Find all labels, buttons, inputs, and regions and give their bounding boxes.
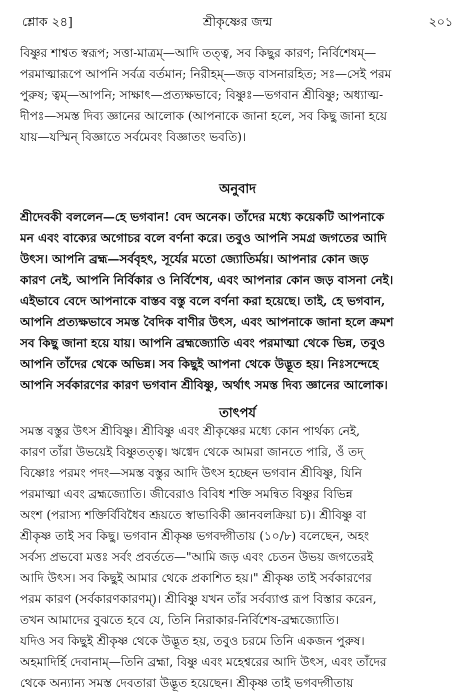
synonyms-line: পুরুষ; ত্বম্—আপনি; সাক্ষাৎ—প্রত্যক্ষভাবে; বিষ্ণুঃ—ভগবান শ্রীবিষ্ণু; অধ্যাত্ম-: [20, 88, 384, 102]
purport-line: কারণ তাঁরা উভয়েই বিষ্ণুতত্ত্ব। ঋগ্বেদ থেকে আমরা জানতে পারি, ওঁ তদ্: [20, 445, 364, 459]
purport-line: থেকে অন্যান্য সমস্ত দেবতারা উদ্ভূত হয়েছেন। শ্রীকৃষ্ণ তাই ভগবদ্গীতায়: [20, 676, 354, 690]
synonyms-line: যায়—যস্মিন্ বিজ্ঞাতে সর্বমেবং বিজ্ঞাতং ভবতি)।: [20, 130, 247, 144]
purport-line: আদি উৎস। সব কিছুই আমার থেকে প্রকাশিত হয়।" শ্রীকৃষ্ণ তাই সর্বকারণের: [20, 571, 372, 585]
purport-section: [20, 421, 457, 694]
translation-line: কারণ নেই, আপনি নির্বিকার ও নির্বিশেষ, এবং আপনার কোন জড় বাসনা নেই।: [20, 273, 394, 287]
translation-heading: অনুবাদ: [219, 182, 256, 197]
purport-line: তখন আমাদের বুঝতে হবে যে, তিনি নিরাকার-নির্বিশেষ-ব্রহ্মজ্যোতি।: [20, 613, 339, 627]
translation-line: আপনি তাঁদের থেকে অভিন্ন। সব কিছুই আপনা থেকে উদ্ভূত হয়। নিঃসন্দেহে: [20, 357, 379, 371]
purport-line: বিষ্ণোঃ পরমং পদং—সমস্ত বস্তুর আদি উৎস হচ্ছেন ভগবান শ্রীবিষ্ণু, যিনি: [20, 466, 362, 480]
translation-line: শ্রীদেবকী বললেন—হে ভগবান! বেদ অনেক। তাঁদের মধ্যে কয়েকটি আপনাকে: [20, 210, 385, 224]
purport-line: সমস্ত বস্তুর উৎস শ্রীবিষ্ণু। শ্রীবিষ্ণু এবং শ্রীকৃষ্ণের মধ্যে কোন পার্থক্য নেই,: [20, 424, 360, 438]
purport-line: অংশ (পরাস্য শক্তির্বিবিধৈব শ্রূয়তে স্বাভাবিকী জ্ঞানবলক্রিয়া চ)। শ্রীবিষ্ণু বা: [20, 508, 367, 522]
translation-line: মন এবং বাক্যের অগোচর বলে বর্ণনা করে। তবুও আপনি সমগ্র জগতের আদি: [20, 231, 387, 245]
synonyms-line: পরমাত্মারূপে আপনি সর্বত্র বর্তমান; নিরীহম্—জড় বাসনারহিত; সঃ—সেই পরম: [20, 67, 392, 81]
synonyms-line: বিষ্ণুর শাশ্বত স্বরূপ; সত্তা-মাত্রম্—আদি তত্ত্ব, সব কিছুর কারণ; নির্বিশেষম্—: [20, 46, 377, 60]
purport-line: পরম কারণ (সর্বকারণকারণম্)। শ্রীবিষ্ণু যখন তাঁর সর্বব্যাপ্ত রূপ বিস্তার করেন,: [20, 592, 377, 606]
translation-line: আপনি প্রত্যক্ষভাবে সমস্ত বৈদিক বাণীর উৎস, এবং আপনাকে জানা হলে ক্রমশ: [20, 315, 394, 329]
synonyms-section: [20, 43, 457, 148]
page-number: ২০১: [428, 14, 453, 29]
page-header: [22, 14, 453, 34]
purport-heading: তাৎপর্য: [219, 406, 256, 421]
translation-section: [20, 207, 457, 396]
chapter-title: শ্রীকৃষ্ণের জন্ম: [202, 14, 273, 29]
purport-line: সর্বস্য প্রভবো মত্তঃ সর্বং প্রবর্ততে—"আমি জড় এবং চেতন উভয় জগতেরই: [20, 550, 374, 564]
verse-reference: শ্লোক ২৪]: [22, 14, 73, 29]
purport-line: পরমাত্মা এবং ব্রহ্মজ্যোতি। জীবেরাও বিবিধ শক্তি সমন্বিত বিষ্ণুর বিভিন্ন: [20, 487, 353, 501]
synonyms-line: দীপঃ—সমস্ত দিব্য জ্ঞানের আলোক (আপনাকে জানা হলে, সব কিছু জানা হয়ে: [20, 109, 387, 123]
translation-line: আপনি সর্বকারণের কারণ ভগবান শ্রীবিষ্ণু, অর্থাৎ সমস্ত দিব্য জ্ঞানের আলোক।: [20, 378, 388, 392]
purport-line: অহমাদির্হি দেবানাম্—তিনি ব্রহ্মা, বিষ্ণু এবং মহেশ্বরের আদি উৎস, এবং তাঁদের: [20, 655, 387, 669]
translation-line: এইভাবে বেদে আপনাকে বাস্তব বস্তু বলে বর্ণনা করা হয়েছে। তাই, হে ভগবান,: [20, 294, 386, 308]
purport-line: শ্রীকৃষ্ণ তাই সব কিছু। ভগবান শ্রীকৃষ্ণ ভগবদ্গীতায় (১০/৮) বলেছেন, অহং: [20, 529, 370, 543]
translation-line: সব কিছু জানা হয়ে যায়। আপনি ব্রহ্মজ্যোতি এবং পরমাত্মা থেকে ভিন্ন, তবুও: [20, 336, 386, 350]
translation-line: উৎস। আপনি ব্রহ্ম—সর্ববৃহৎ, সূর্যের মতো জ্যোতির্ময়। আপনার কোন জড়: [20, 252, 369, 266]
purport-line: যদিও সব কিছুই শ্রীকৃষ্ণ থেকে উদ্ভূত হয়, তবুও চরমে তিনি একজন পুরুষ।: [20, 634, 365, 648]
